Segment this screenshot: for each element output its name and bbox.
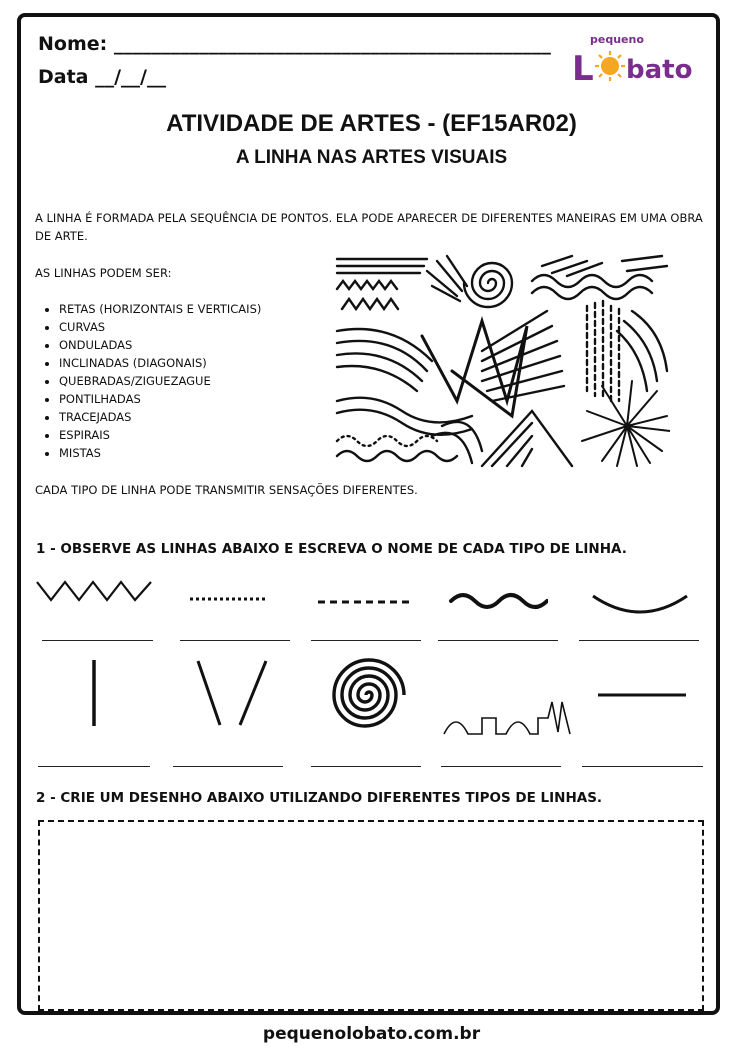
date-field-label: Data __/__/__ [38,66,166,88]
pequeno-lobato-logo [568,30,708,88]
question-2-label: 2 - CRIE UM DESENHO ABAIXO UTILIZANDO DIFERENTES TIPOS DE LINHAS. [36,790,603,806]
list-item: • CURVAS [59,318,261,336]
answer-line[interactable] [180,640,290,641]
name-field-label: Nome: ______________________________________________ [38,33,551,55]
svg-text:bato: bato [626,55,693,85]
page-title: ATIVIDADE DE ARTES - (EF15AR02) [166,110,577,137]
dotted-line-icon [188,594,270,604]
question-1-label: 1 - OBSERVE AS LINHAS ABAIXO E ESCREVA O NOME DE CADA TIPO DE LINHA. [36,541,627,557]
horizontal-line-icon [596,691,688,699]
footer-website: pequenolobato.com.br [262,1024,481,1044]
spiral-line-icon [326,656,412,734]
logo-small-text: pequeno [590,33,644,46]
answer-line[interactable] [42,640,153,641]
answer-line[interactable] [38,766,150,767]
list-item: • RETAS (HORIZONTAIS E VERTICAIS) [59,300,261,318]
list-item: • MISTAS [59,444,261,462]
answer-line[interactable] [579,640,699,641]
mixed-line-icon [438,696,578,738]
curved-line-icon [590,590,690,614]
list-item: • INCLINADAS (DIAGONAIS) [59,354,261,372]
list-item: • QUEBRADAS/ZIGUEZAGUE [59,372,261,390]
answer-line[interactable] [173,766,283,767]
logo-sun-icon [595,51,625,81]
list-item: • ONDULADAS [59,336,261,354]
line-types-list [35,300,261,462]
list-heading: AS LINHAS PODEM SER: [35,266,172,280]
answer-line[interactable] [311,766,421,767]
dashed-line-icon [316,596,412,608]
artwork-icon [332,251,670,471]
abstract-lines-artwork [332,251,670,471]
list-item: • TRACEJADAS [59,408,261,426]
page-subtitle: A LINHA NAS ARTES VISUAIS [235,147,508,168]
list-item: • PONTILHADAS [59,390,261,408]
answer-line[interactable] [438,640,558,641]
diagonal-lines-icon [194,658,270,728]
svg-text:L: L [572,49,594,88]
intro-paragraph: A LINHA É FORMADA PELA SEQUÊNCIA DE PONTOS. ELA PODE APARECER DE DIFERENTES MANEIRAS EM UMA OBRA DE ARTE. [35,211,703,243]
closing-text: CADA TIPO DE LINHA PODE TRANSMITIR SENSAÇÕES DIFERENTES. [35,483,418,497]
list-item: • ESPIRAIS [59,426,261,444]
zigzag-line-icon [35,578,155,604]
answer-line[interactable] [441,766,561,767]
wavy-line-icon [448,590,548,612]
answer-line[interactable] [311,640,421,641]
drawing-area[interactable] [38,820,704,1011]
answer-line[interactable] [582,766,703,767]
vertical-line-icon [84,658,104,728]
